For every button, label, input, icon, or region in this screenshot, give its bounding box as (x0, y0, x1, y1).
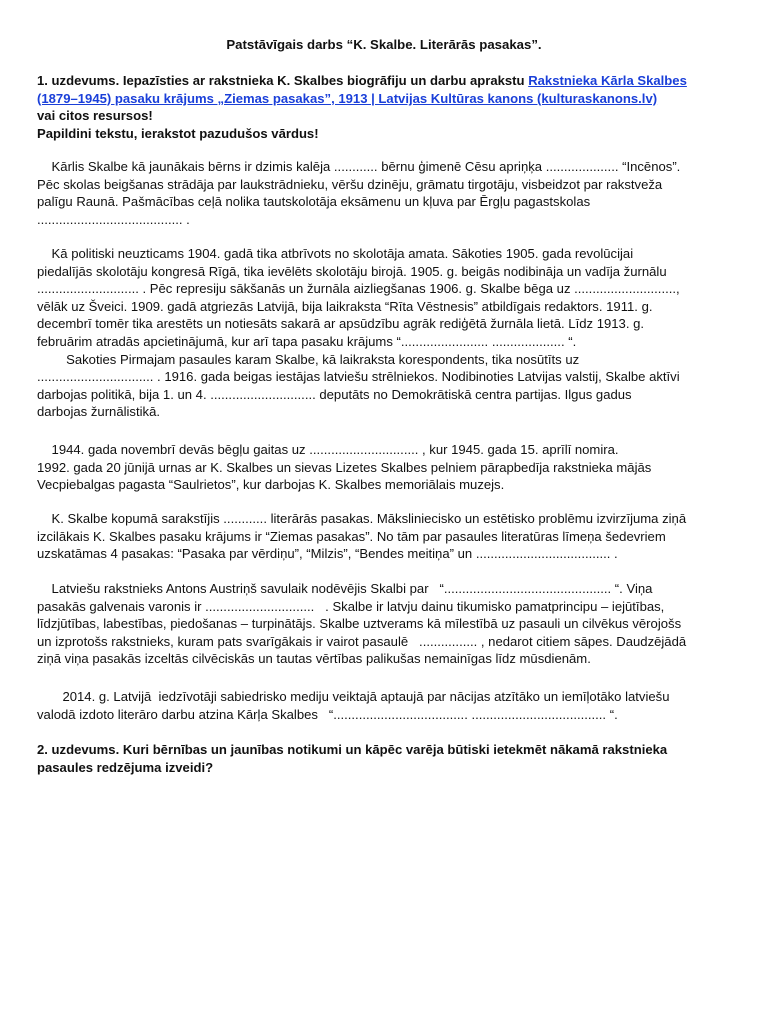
paragraph-line: 2014. g. Latvijā iedzīvotāji sabiedrisko mediju veiktajā aptaujā par nācijas atzītāko un iemīļotāko latviešu (37, 689, 670, 704)
paragraph-line: 1944. gada novembrī devās bēgļu gaitas uz .............................. , kur 1945. gada 15. aprīlī nomira. (37, 442, 619, 457)
kanons-link-part2[interactable]: (1879–1945) pasaku krājums „Ziemas pasakas”, 1913 | Latvijas Kultūras kanons (kulturaskanons.lv) (37, 90, 658, 106)
paragraph-5 (37, 580, 732, 668)
paragraph-line: pasakās galvenais varonis ir .............................. . Skalbe ir latvju dainu tikumisko pamatprincipu – iejūtības, (37, 598, 665, 614)
paragraph-line: K. Skalbe kopumā sarakstījis ............ literārās pasakas. Mākslinieciskо un estētisko problēmu izvirzījuma ziņā (37, 511, 687, 526)
paragraph-line: un izprotošs rakstnieks, kuram pats svarīgākais ir vairot pasaulē ................ , nedarot citiem sāpes. Daudzējādā (37, 633, 687, 649)
paragraph-line: decembrī tomēr tika arestēts un notiesāts sakarā ar apsūdzību agrāk rediģētā žurnāla lietā. Līdz 1913. g. (37, 316, 645, 332)
paragraph-line: ........................................ . (37, 211, 190, 227)
paragraph-line: valodā izdoto literāro darbu atzina Kārļa Skalbes “..................................... ..................................... “. (37, 706, 618, 722)
paragraph-line: Kā politiski neuzticams 1904. gadā tika atbrīvots no skolotāja amata. Sākoties 1905. gada revolūcijai (37, 246, 634, 261)
paragraph-line: vēlāk uz Šveici. 1909. gadā atgriezās Latvijā, bija laikraksta “Rīta Vēstnesis” atbildīgais redaktors. 1911. g. (37, 298, 653, 314)
paragraph-line: līdzjūtības, labestības, piedošanas – turpinātājs. Skalbe uztverams kā mīlestībā uz pasauli un cilvēkus vērojošs (37, 616, 682, 632)
kanons-link-part1[interactable]: Rakstnieka Kārla Skalbes (528, 73, 687, 88)
paragraph-line: Vecpiebalgas pagasta “Saulrietos”, kur darbojas K. Skalbes memoriālais muzejs. (37, 477, 505, 493)
task1-instruction: Papildini tekstu, ierakstot pazudušos vārdus! (37, 125, 319, 141)
paragraph-line: darbojas politikā, bija 1. un 4. ............................. deputāts no Demokrātiskā centra partijas. Ilgus gadus (37, 386, 632, 402)
paragraph-line: ............................ . Pēc represiju sākšanās un žurnāla aizliegšanas 1906. g. Skalbe bēga uz ............................, (37, 281, 680, 297)
paragraph-line: ................................ . 1916. gada beigas iestājas latviešu strēlniekos. Nodibinoties Latvijas valstij, Skalbe aktīvi (37, 369, 680, 385)
task1-line2 (37, 90, 732, 108)
paragraph-line: darbojas žurnālistikā. (37, 404, 160, 420)
paragraph-1 (37, 158, 732, 228)
paragraph-line: februārim atradās apcietinājumā, kur arī tapa pasaku krājums “........................ .................... “. (37, 333, 577, 349)
paragraph-4 (37, 510, 732, 563)
page-title: Patstāvīgais darbs “K. Skalbe. Literārās pasakas”. (226, 37, 542, 52)
paragraph-line: uzskatāmas 4 pasakas: “Pasaka par vērdiņu”, “Milzis”, “Bendes meitiņa” un ..................................... . (37, 546, 618, 562)
paragraph-line: ziņā viņa pasakās izceltās cilvēciskās un tautas vērtības palikušas nemainīgas līdz mūsdienām. (37, 651, 591, 667)
paragraph-6 (37, 688, 732, 723)
task2-question (37, 741, 732, 776)
paragraph-line: Sakoties Pirmajam pasaules karam Skalbe, kā laikraksta korespondents, tika nosūtīts uz (37, 351, 580, 367)
paragraph-line: Pēc skolas beigšanas strādāja par laukstrādnieku, vēršu dzinēju, grāmatu tirgotāju, visbeidzot par rakstveža (37, 176, 663, 192)
paragraph-line: piedalījās skolotāju kongresā Rīgā, tika ievēlēts skolotāju birojā. 1905. g. beigās nodibināja un vadīja žurnālu (37, 263, 667, 279)
task1-header (37, 72, 732, 142)
paragraph-2 (37, 245, 732, 421)
paragraph-line: izcilākais K. Skalbes pasaku krājums ir “Ziemas pasakas”. No tām par pasaules literatūras līmeņa šedevriem (37, 528, 666, 544)
task2-line1: 2. uzdevums. Kuri bērnības un jaunības notikumi un kāpēc varēja būtiski ietekmēt nākamā rakstnieka (37, 742, 668, 757)
task1-lead: 1. uzdevums. Iepazīsties ar rakstnieka K. Skalbes biogrāfiju un darbu aprakstu (37, 73, 525, 88)
task1-line1 (37, 72, 732, 90)
paragraph-3 (37, 441, 732, 494)
paragraph-line: 1992. gada 20 jūnijā urnas ar K. Skalbes un sievas Lizetes Skalbes pelniem pārapbedīja rakstnieka mājās (37, 459, 652, 475)
paragraph-line: Kārlis Skalbe kā jaunākais bērns ir dzimis kalēja ............ bērnu ģimenē Cēsu apriņķa .................... “Incēnos”. (37, 159, 681, 174)
task2-line2: pasaules redzējuma izveidi? (37, 759, 214, 775)
paragraph-line: Latviešu rakstnieks Antons Austriņš savulaik nodēvējis Skalbi par “.............................................. “. Viņa (37, 581, 653, 596)
paragraph-line: palīgu Raunā. Pašmācības ceļā nolika tautskolotāja eksāmenu un kļuva par Ērgļu pagastskolas (37, 194, 591, 210)
task1-resources-line: vai citos resursos! (37, 108, 153, 124)
